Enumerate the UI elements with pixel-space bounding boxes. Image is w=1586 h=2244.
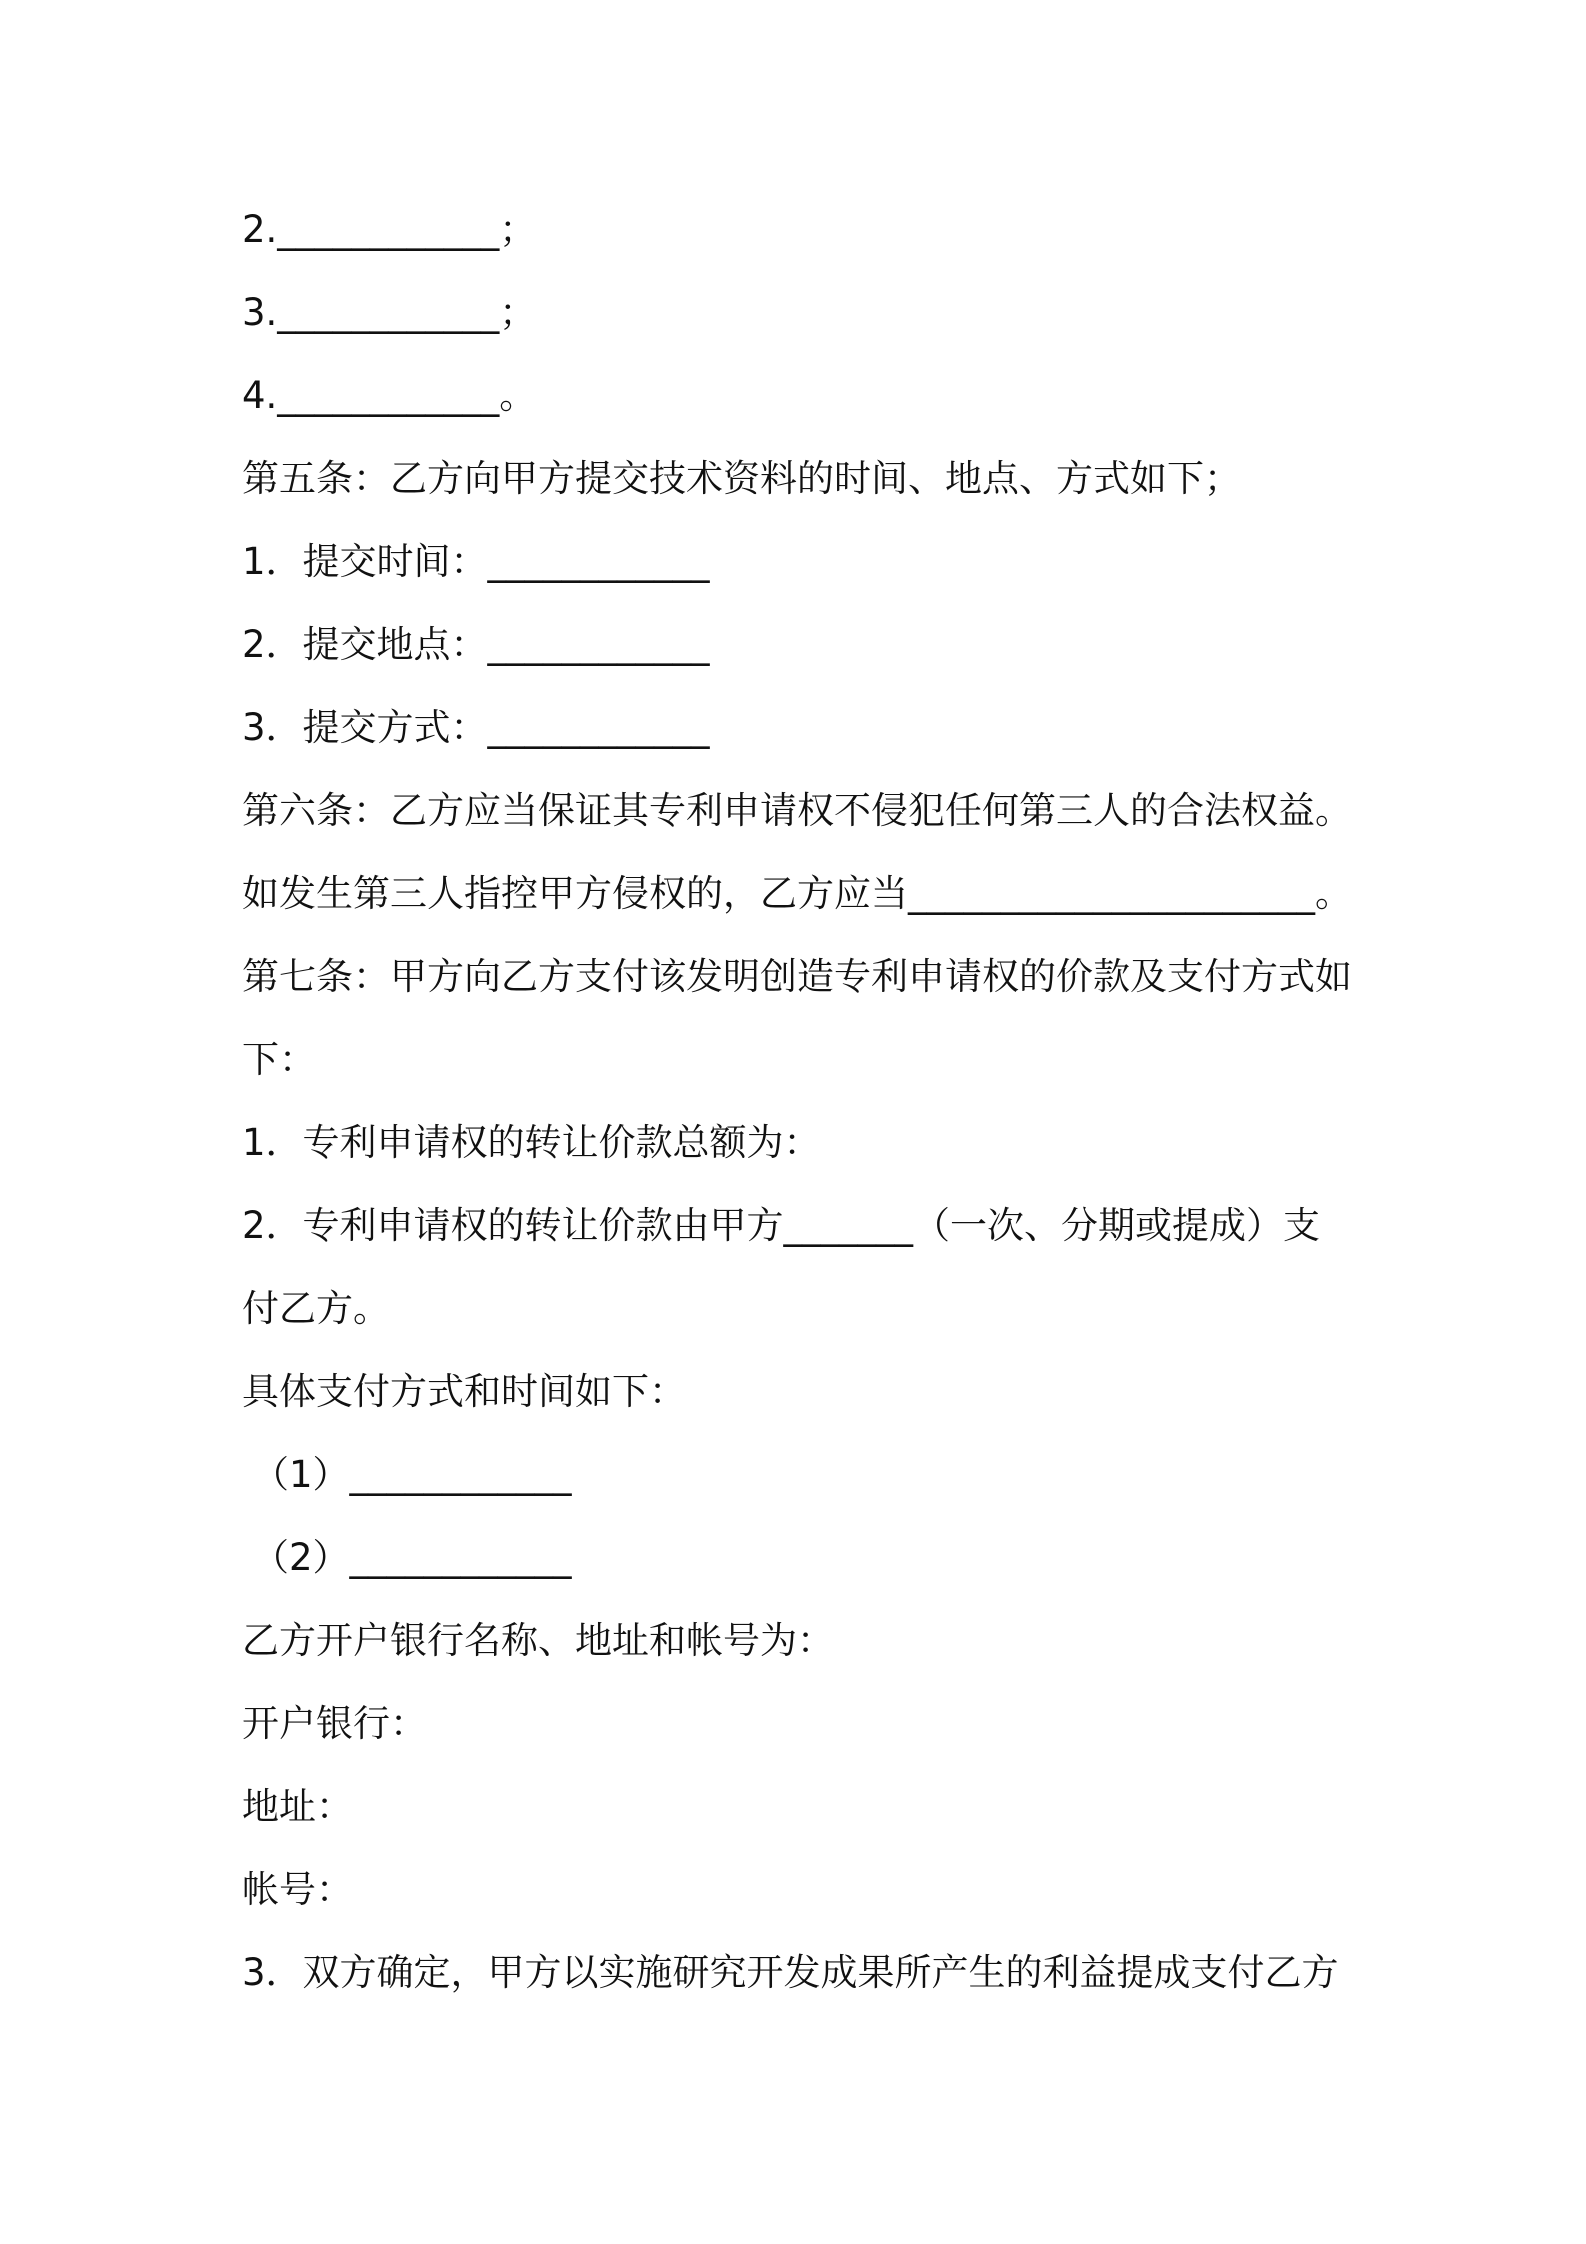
bank-address-line: 地址： [242,1785,353,1828]
submit-place-line: 2．提交地点：____________ [242,623,710,666]
bank-info-heading: 乙方开户银行名称、地址和帐号为： [242,1619,834,1662]
bank-account-line: 帐号： [242,1868,353,1911]
article-6-clause: 如发生第三人指控甲方侵权的，乙方应当______________________。 [242,872,1352,915]
article-7-heading-cont: 下： [242,1038,316,1081]
payment-method-heading: 具体支付方式和时间如下： [242,1370,686,1413]
commission-clause: 3．双方确定，甲方以实施研究开发成果所产生的利益提成支付乙方 [242,1951,1339,1994]
submit-time-line: 1．提交时间：____________ [242,540,710,583]
price-payment-line: 2．专利申请权的转让价款由甲方_______（一次、分期或提成）支 [242,1204,1321,1247]
payment-item-1: （1）____________ [252,1453,572,1496]
price-total-line: 1．专利申请权的转让价款总额为： [242,1121,821,1164]
bank-name-line: 开户银行： [242,1702,427,1745]
article-6-heading: 第六条：乙方应当保证其专利申请权不侵犯任何第三人的合法权益。 [242,789,1352,832]
blank-item-3: 3.____________； [242,291,537,334]
payment-item-2: （2）____________ [252,1536,572,1579]
article-7-heading: 第七条：甲方向乙方支付该发明创造专利申请权的价款及支付方式如 [242,955,1352,998]
article-5-heading: 第五条：乙方向甲方提交技术资料的时间、地点、方式如下； [242,457,1241,500]
price-payment-line-cont: 付乙方。 [242,1287,390,1330]
submit-method-line: 3．提交方式：____________ [242,706,710,749]
blank-item-4: 4.____________。 [242,374,537,417]
blank-item-2: 2.____________； [242,208,537,251]
